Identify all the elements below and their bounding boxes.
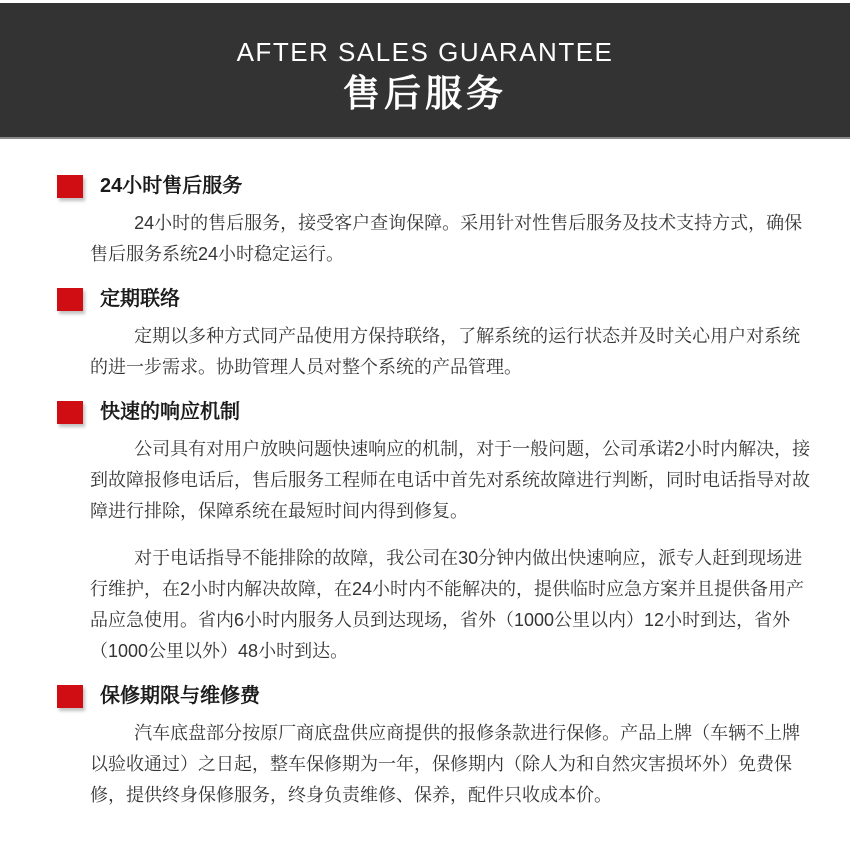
section-heading: 24小时售后服务 (100, 175, 243, 197)
section-heading-row (0, 683, 850, 709)
section-paragraph: 定期以多种方式同产品使用方保持联络，了解系统的运行状态并及时关心用户对系统的进一步需求。协助管理人员对整个系统的产品管理。 (90, 326, 801, 377)
section-paragraph: 24小时的售后服务，接受客户查询保障。采用针对性售后服务及技术支持方式，确保售后服务系统24小时稳定运行。 (90, 213, 803, 264)
section-warranty-terms (0, 683, 850, 811)
red-square-bullet-icon (57, 175, 83, 198)
section-heading-row (0, 286, 850, 312)
section-24h-service (0, 173, 850, 270)
red-square-bullet-icon (57, 288, 83, 311)
red-square-bullet-icon (57, 401, 83, 424)
red-square-bullet-icon (57, 685, 83, 708)
section-paragraph: 汽车底盘部分按原厂商底盘供应商提供的报修条款进行保修。产品上牌（车辆不上牌以验收通过）之日起，整车保修期为一年，保修期内（除人为和自然灾害损坏外）免费保修，提供终身保修服务，终身负责维修、保养，配件只收成本价。 (90, 723, 801, 805)
header-banner (0, 3, 850, 139)
section-fast-response (0, 399, 850, 667)
section-paragraph: 对于电话指导不能排除的故障，我公司在30分钟内做出快速响应，派专人赶到现场进行维护，在2小时内解决故障，在24小时内不能解决的，提供临时应急方案并且提供备用产品应急使用。省内6小时内服务人员到达现场，省外（1000公里以内）12小时到达，省外（1000公里以外）48小时到达。 (90, 548, 805, 661)
section-heading: 定期联络 (100, 288, 180, 310)
header-title-zh: 售后服务 (343, 73, 507, 114)
header-title-en: AFTER SALES GUARANTEE (236, 37, 614, 67)
section-paragraph: 公司具有对用户放映问题快速响应的机制，对于一般问题，公司承诺2小时内解决，接到故障报修电话后，售后服务工程师在电话中首先对系统故障进行判断，同时电话指导对故障进行排除，保障系统在最短时间内得到修复。 (90, 439, 811, 521)
section-heading-row (0, 173, 850, 199)
section-heading-row (0, 399, 850, 425)
content-area (0, 139, 850, 867)
section-regular-contact (0, 286, 850, 383)
section-heading: 保修期限与维修费 (100, 685, 260, 707)
section-heading: 快速的响应机制 (100, 401, 240, 423)
